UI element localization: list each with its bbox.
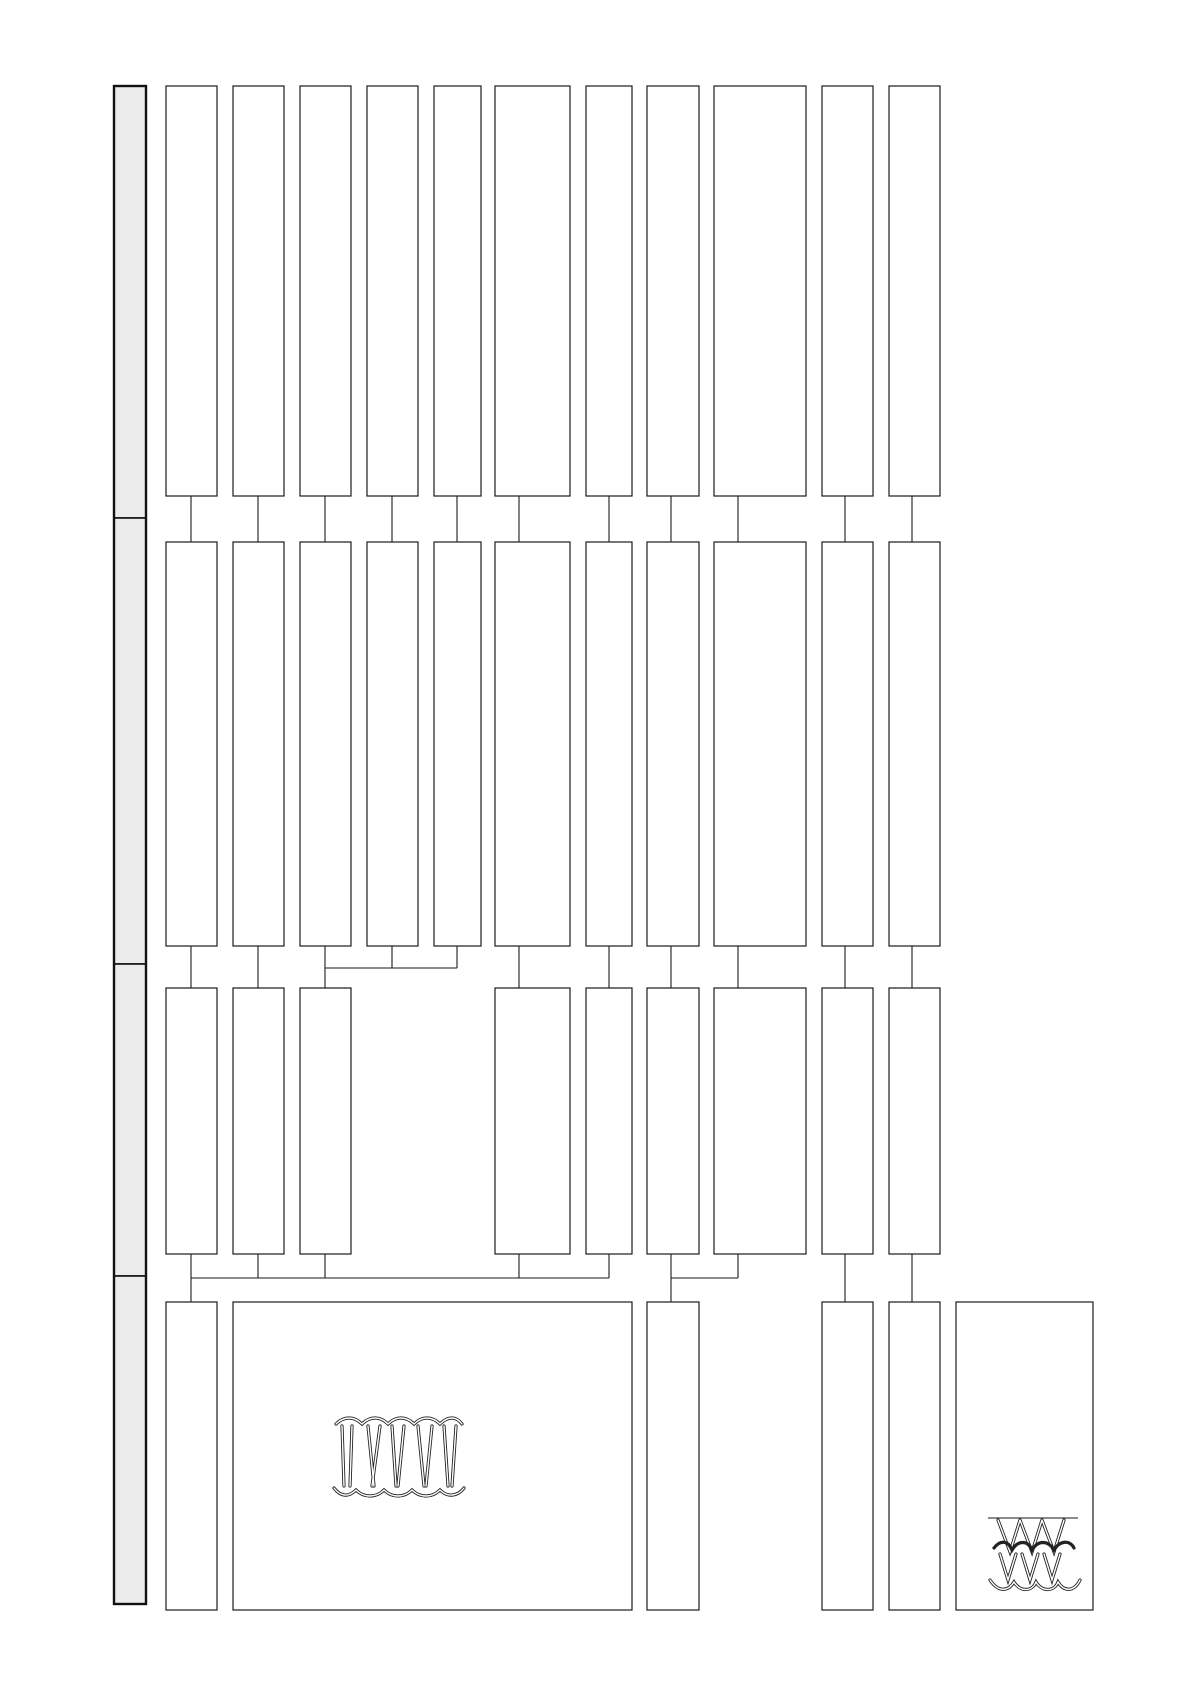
node-box xyxy=(300,988,351,1254)
node-box xyxy=(714,542,806,946)
node-box xyxy=(647,542,699,946)
node-box xyxy=(889,988,940,1254)
node-box xyxy=(166,86,217,496)
node-box xyxy=(233,542,284,946)
node-box xyxy=(647,86,699,496)
level-4-row xyxy=(166,1302,1093,1610)
node-box xyxy=(822,542,873,946)
node-box xyxy=(889,542,940,946)
node-box xyxy=(647,988,699,1254)
node-box xyxy=(647,1302,699,1610)
node-box xyxy=(495,86,570,496)
node-box xyxy=(434,86,481,496)
node-box xyxy=(586,542,632,946)
node-box xyxy=(495,542,570,946)
band-1 xyxy=(114,86,146,518)
node-box xyxy=(586,988,632,1254)
node-box xyxy=(495,988,570,1254)
node-box xyxy=(714,988,806,1254)
node-box xyxy=(233,86,284,496)
node-box xyxy=(367,86,418,496)
level-1-row xyxy=(166,86,940,496)
bottom-wide-box xyxy=(233,1302,632,1610)
level-2-row xyxy=(166,542,940,946)
node-box xyxy=(166,542,217,946)
node-box xyxy=(367,542,418,946)
node-box xyxy=(889,1302,940,1610)
band-2 xyxy=(114,518,146,964)
band-3 xyxy=(114,964,146,1276)
node-box xyxy=(166,988,217,1254)
node-box xyxy=(714,86,806,496)
node-box xyxy=(300,542,351,946)
node-box xyxy=(889,86,940,496)
node-box xyxy=(300,86,351,496)
node-box xyxy=(822,988,873,1254)
band-strip xyxy=(114,86,146,1604)
node-box xyxy=(586,86,632,496)
node-box xyxy=(233,988,284,1254)
node-box xyxy=(822,86,873,496)
level-3-row xyxy=(166,988,940,1254)
node-box xyxy=(434,542,481,946)
band-4 xyxy=(114,1276,146,1604)
node-box xyxy=(166,1302,217,1610)
node-box xyxy=(822,1302,873,1610)
